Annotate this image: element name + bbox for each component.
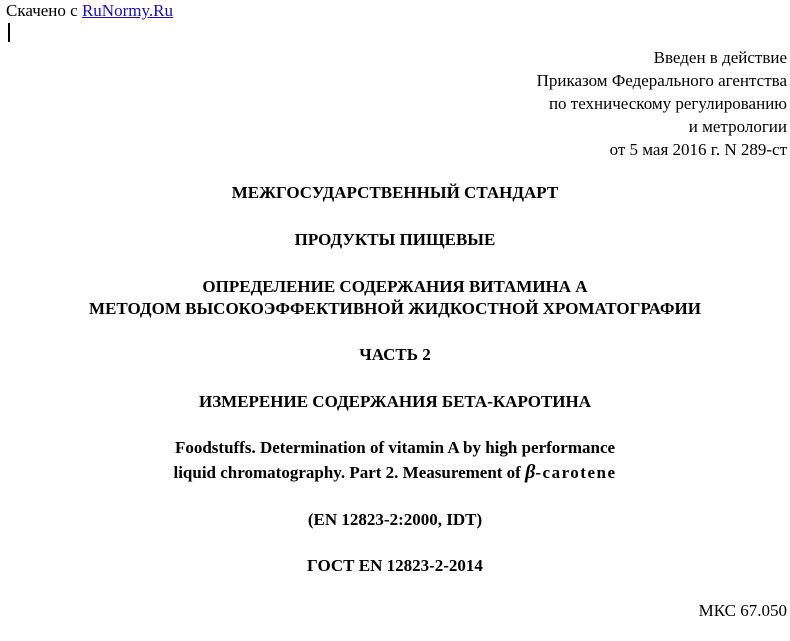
beta-symbol: β: [525, 461, 536, 483]
enactment-line: и метрологии: [688, 117, 787, 136]
source-link[interactable]: RuNormy.Ru: [81, 1, 173, 20]
document-subtitle: ИЗМЕРЕНИЕ СОДЕРЖАНИЯ БЕТА-КАРОТИНА: [198, 392, 592, 411]
english-title: [0, 436, 790, 485]
part-heading: ЧАСТЬ 2: [359, 345, 431, 364]
enactment-line: Введен в действие: [653, 48, 787, 67]
standard-designation: ГОСТ EN 12823-2-2014: [307, 556, 483, 575]
english-title-line2-prefix: liquid chromatography. Part 2. Measurement of: [173, 463, 526, 482]
enactment-note: [537, 46, 787, 161]
classification-code: МКС 67.050: [698, 601, 787, 620]
enactment-line: Приказом Федерального агентства: [536, 71, 787, 90]
standard-type: МЕЖГОСУДАРСТВЕННЫЙ СТАНДАРТ: [231, 183, 559, 202]
source-line: [6, 1, 173, 21]
text-cursor: [8, 23, 10, 42]
enactment-line: от 5 мая 2016 г. N 289-ст: [609, 140, 787, 159]
english-title-line1: Foodstuffs. Determination of vitamin A by high performance: [174, 438, 616, 457]
english-title-line2: [0, 460, 790, 485]
product-group: ПРОДУКТЫ ПИЩЕВЫЕ: [294, 230, 496, 249]
source-prefix: Скачено с: [6, 1, 82, 20]
title-line: ОПРЕДЕЛЕНИЕ СОДЕРЖАНИЯ ВИТАМИНА А: [202, 277, 588, 296]
title-line: МЕТОДОМ ВЫСОКОЭФФЕКТИВНОЙ ЖИДКОСТНОЙ ХРОМАТОГРАФИИ: [89, 299, 701, 318]
equivalence-note: (EN 12823-2:2000, IDT): [307, 510, 483, 529]
document-title: [0, 276, 790, 320]
english-title-line2-suffix: -carotene: [535, 463, 617, 482]
enactment-line: по техническому регулированию: [548, 94, 787, 113]
